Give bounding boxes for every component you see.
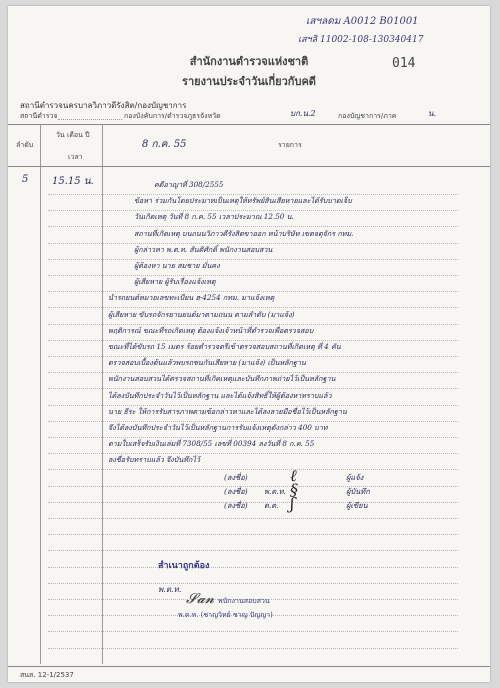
- ruled-line: [48, 388, 458, 389]
- entry-line: พนักงานสอบสวนได้ตรวจสถานที่เกิดเหตุและบันทึกภาพถ่ายไว้เป็นหลักฐาน: [108, 374, 336, 384]
- entry-line: คดีอาญาที่ 308/2555: [154, 180, 224, 189]
- ruled-line: [48, 194, 458, 195]
- ruled-line: [48, 307, 458, 308]
- entry-line: ผู้กล่าวหา พ.ต.ท. สันติศักดิ์ พนักงานสอบสวน: [134, 244, 273, 254]
- entry-line: ขณะที่ได้ขับรถ 15 เมตร ร้อยตำรวจตรีเข้าตรวจสอบสถานที่เกิดเหตุ ที่ 4 คัน: [108, 342, 341, 351]
- column-divider: [40, 124, 41, 664]
- ruled-line: [48, 437, 458, 438]
- station-label: สถานีตำรวจ: [20, 112, 58, 120]
- entry-line: สถานที่เกิดเหตุ บนถนนวิภาวดีรังสิตขาออก หน้าบริษัท เขตจตุจักร กทม.: [134, 228, 354, 238]
- entry-line: วันเกิดเหตุ วันที่ 8 ก.ค. 55 เวลาประมาณ 12.50 น.: [134, 212, 294, 222]
- entry-line: ตรวจสอบเบื้องต้นแล้วพบรถชนกันเสียหาย (มาแจ้ง) เป็นหลักฐาน: [108, 358, 306, 368]
- entry-line: จึงได้ลงบันทึกประจำวันไว้เป็นหลักฐานการรับแจ้งเหตุดังกล่าว 400 บาท: [108, 423, 328, 432]
- ruled-line: [48, 259, 458, 260]
- ruled-line: [48, 567, 458, 568]
- signature-role: ผู้บันทึก: [346, 487, 370, 496]
- col-detail-label: รายการ: [278, 141, 302, 149]
- entry-line: ลงชื่อรับทราบแล้ว จึงบันทึกไว้: [108, 455, 201, 465]
- col-date-label: วัน เดือน ปี: [56, 131, 90, 139]
- handwritten-signature: ℓ: [290, 466, 297, 485]
- certified-stamp: สำเนาถูกต้อง: [158, 561, 210, 571]
- ruled-line: [48, 340, 458, 341]
- signature-role: ผู้แจ้ง: [346, 473, 364, 482]
- certifier-name: พ.ต.ท. (ชาญวิทย์ ชาญ ปัญญา): [178, 611, 273, 619]
- ruled-line: [48, 291, 458, 292]
- entry-line: นำรถยนต์หมายเลขทะเบียน ฮ-4254 กทม. มาแจ้งเหตุ: [108, 293, 275, 303]
- page-number: 014: [392, 56, 416, 71]
- document-page: [8, 6, 490, 682]
- entry-line: ข้อหา ร่วมกันโดยประมาทเป็นเหตุให้ทรัพย์สินเสียหายและได้รับบาดเจ็บ: [134, 196, 352, 206]
- reference-line-2: เสฯลิ 11002-108-130340417: [298, 35, 424, 45]
- certifier-signature: 𝓢𝓪𝓷: [186, 591, 215, 607]
- station-value: สถานีตำรวจนครบาลวิภาวดีรังสิต/กองบัญชาการ: [20, 101, 187, 110]
- report-date: 8 ก.ค. 55: [142, 139, 187, 150]
- ruled-line: [48, 324, 458, 325]
- ruled-line: [48, 405, 458, 406]
- entry-line: ผู้เสียหาย ผู้รับเรื่องแจ้งเหตุ: [134, 277, 216, 287]
- division-value: บก.น.2: [290, 109, 316, 118]
- entry-line: พฤติการณ์ ขณะที่รถเกิดเหตุ ต้องแจ้งเจ้าหน้าที่ตำรวจเพื่อตรวจสอบ: [108, 325, 314, 335]
- ruled-line: [48, 469, 458, 470]
- ruled-line: [48, 243, 458, 244]
- ruled-line: [48, 502, 458, 503]
- col-seq-label: ลำดับ: [16, 141, 34, 149]
- ruled-line: [48, 534, 458, 535]
- ruled-line: [48, 648, 458, 649]
- certifier-title: พนักงานสอบสวน: [218, 597, 270, 605]
- ruled-line: [48, 631, 458, 632]
- signature-prefix: (ลงชื่อ): [224, 473, 248, 482]
- entry-line: ได้ลงบันทึกประจำวันไว้เป็นหลักฐาน และได้แจ้งสิทธิ์ให้ผู้ต้องหาทราบแล้ว: [108, 390, 332, 400]
- ruled-line: [48, 226, 458, 227]
- ruled-line: [48, 421, 458, 422]
- handwritten-signature: ʃ: [290, 494, 295, 513]
- form-code: สนส. 12-1/2537: [20, 671, 74, 679]
- ruled-line: [48, 356, 458, 357]
- entry-line: ผู้เสียหาย ขับรถจักรยานยนต์มาตามถนน ตามลำดับ (มาแจ้ง): [108, 309, 295, 319]
- ruled-line: [48, 583, 458, 584]
- ruled-line: [48, 518, 458, 519]
- col-time-label: เวลา: [68, 153, 83, 161]
- entry-time: 15.15 น.: [52, 176, 94, 187]
- agency-title: สำนักงานตำรวจแห่งชาติ: [189, 55, 309, 68]
- ruled-line: [48, 275, 458, 276]
- entry-line: ตามใบเสร็จรับเงินเล่มที่ 7308/55 เลขที่ 00394 ลงวันที่ 8 ก.ค. 55: [108, 439, 315, 449]
- handwritten-signature: §: [290, 480, 298, 499]
- report-title: รายงานประจำวันเกี่ยวกับคดี: [182, 75, 316, 88]
- entry-line: ผู้ต้องหา นาย สมชาย มั่นคง: [134, 261, 220, 270]
- command-label: กองบัญชาการ/ภาค: [338, 112, 397, 120]
- signature-prefix: (ลงชื่อ): [224, 487, 248, 496]
- certifier-rank: พ.ต.ท.: [158, 585, 182, 594]
- signature-name: ด.ต.: [264, 501, 279, 510]
- ruled-line: [48, 486, 458, 487]
- entry-line: นาย ธีระ ให้การรับสารภาพตามข้อกล่าวหาและได้ลงลายมือชื่อไว้เป็นหลักฐาน: [108, 406, 347, 416]
- signature-prefix: (ลงชื่อ): [224, 501, 248, 510]
- command-value: น.: [428, 109, 437, 118]
- signature-name: พ.ต.ท.: [264, 487, 286, 496]
- reference-line-1: เสฯลดม A0012 B01001: [306, 16, 419, 27]
- entry-seq: 5: [22, 174, 29, 185]
- signature-role: ผู้เขียน: [346, 501, 368, 510]
- division-label: กองบังคับการ/ตำรวจภูธรจังหวัด: [124, 112, 221, 120]
- ruled-line: [48, 550, 458, 551]
